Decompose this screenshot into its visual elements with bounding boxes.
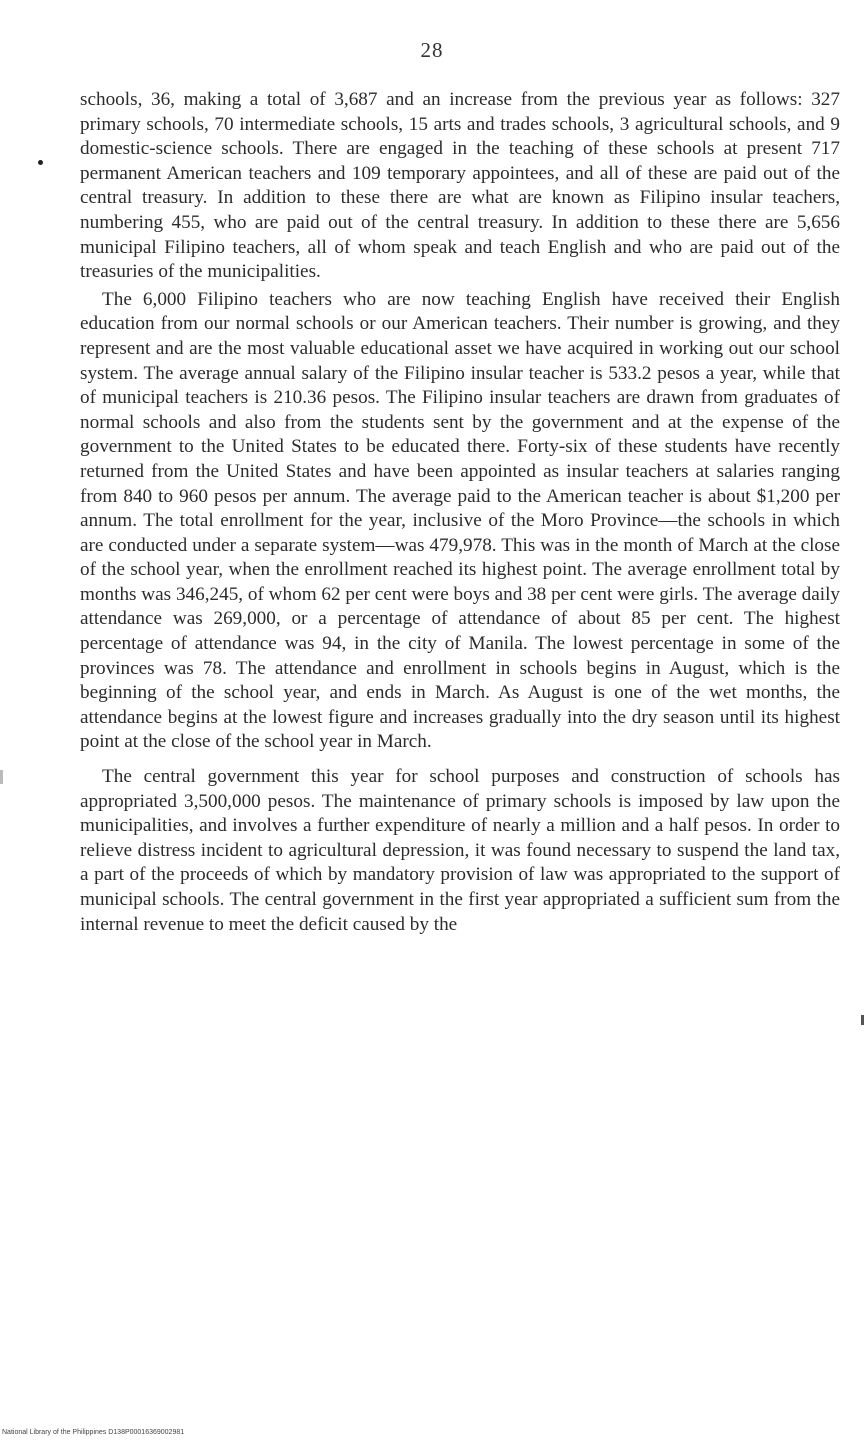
paragraph-3: The central government this year for school purposes and construction of schools has appropriated 3,500,000 pesos. The maintenance of primary schools is imposed by law upon the municipalities, and involves a further expenditure of nearly a million and a half pesos. In order to relieve distress incident to agricultural depression, it was found necessary to suspend the land tax, a part of the proceeds of which by mandatory provision of law was appropriated to the support of municipal schools. The central government in the first year appropriated a sufficient sum from the internal revenue to meet the deficit caused by the [80,766,840,935]
page-number: 28 [420,38,444,62]
body-text [80,88,840,937]
paragraph-1: schools, 36, making a total of 3,687 and an increase from the previous year as follows: 327 primary schools, 70 intermediate schools, 15 arts and trades schools, 3 agricultural schools, and 9 domestic-science schools. There are engaged in the teaching of these schools at present 717 permanent American teachers and 109 temporary appointees, and all of these are paid out of the central treasury. In addition to these there are what are known as Filipino insular teachers, numbering 455, who are paid out of the central treasury. In addition to these there are 5,656 municipal Filipino teachers, all of whom speak and teach English and who are paid out of the treasuries of the municipalities. [80,89,840,283]
paragraph-2: The 6,000 Filipino teachers who are now teaching English have received their English education from our normal schools or our American teachers. Their number is growing, and they represent and are the most valuable educational asset we have acquired in working out our school system. The average annual salary of the Filipino insular teacher is 533.2 pesos a year, while that of municipal teachers is 210.36 pesos. The Filipino insular teachers are drawn from graduates of normal schools and also from the students sent by the government and at the expense of the government to the United States to be educated there. Forty-six of these students have recently returned from the United States and have been appointed as insular teachers at salaries ranging from 840 to 960 pesos per annum. The average paid to the American teacher is about $1,200 per annum. The total enrollment for the year, inclusive of the Moro Province—the schools in which are conducted under a separate system—was 479,978. This was in the month of March at the close of the school year, when the enrollment reached its highest point. The average enrollment total by months was 346,245, of whom 62 per cent were boys and 38 per cent were girls. The average daily attendance was 269,000, or a percentage of attendance of about 85 per cent. The highest percentage of attendance was 94, in the city of Manila. The lowest percentage in some of the provinces was 78. The attendance and enrollment in schools begins in August, which is the beginning of the school year, and ends in March. As August is one of the wet months, the attendance begins at the lowest figure and increases gradually into the dry season until its highest point at the close of the school year in March. [80,288,840,753]
left-edge-mark [0,770,3,784]
footer-source-label: National Library of the Philippines D138P00016369002981 [2,1429,185,1436]
margin-dot [38,160,43,165]
